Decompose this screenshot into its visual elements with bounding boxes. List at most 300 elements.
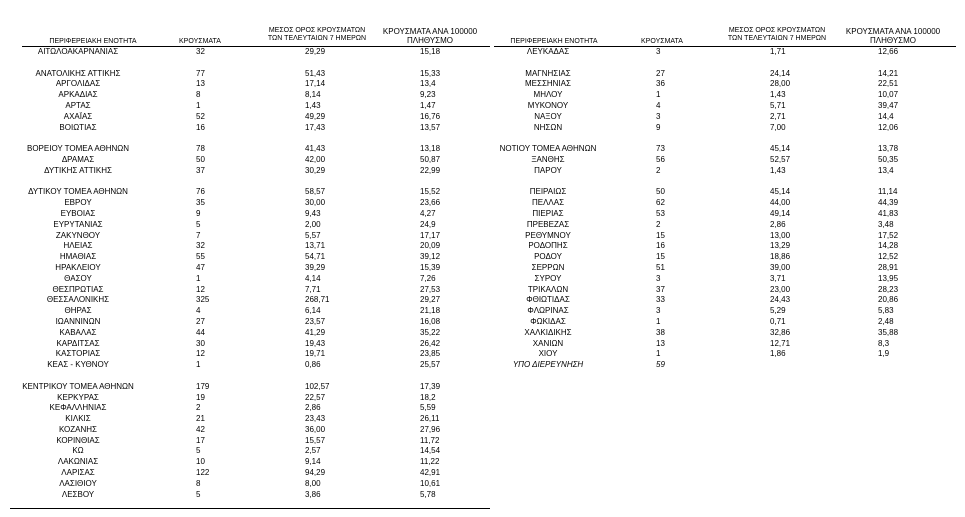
right-cases-cell: 37 — [656, 284, 665, 294]
left-cases-cell: 37 — [196, 165, 205, 175]
right-region-cell: ΡΟΔΟΠΗΣ — [528, 241, 568, 251]
right-avg7-cell: 13,29 — [770, 241, 791, 251]
right-cases-cell: 53 — [656, 208, 665, 218]
right-region-cell: ΜΑΓΝΗΣΙΑΣ — [525, 68, 571, 78]
left-region-cell: ΚΟΡΙΝΘΙΑΣ — [56, 435, 100, 445]
left-region-cell — [18, 371, 138, 382]
left-region-cell: ΚΑΣΤΟΡΙΑΣ — [55, 349, 101, 359]
left-region-cell — [18, 133, 138, 144]
right-avg7-cell: 0,71 — [770, 316, 786, 326]
left-region-cell: ΚΟΖΑΝΗΣ — [58, 424, 98, 434]
right-per100k-cell: 12,06 — [878, 122, 899, 132]
left-avg7-cell — [305, 177, 355, 188]
left-avg7-cell: 94,29 — [305, 468, 326, 478]
right-per100k-cell: 13,95 — [878, 273, 899, 283]
left-region-cell: ΚΙΛΚΙΣ — [65, 414, 91, 424]
left-avg7-cell: 17,14 — [305, 79, 326, 89]
left-region-cell: ΒΟΡΕΙΟΥ ΤΟΜΕΑ ΑΘΗΝΩΝ — [26, 144, 130, 154]
left-region-cell — [18, 58, 138, 69]
left-cases-cell: 44 — [196, 327, 205, 337]
right-header-region: ΠΕΡΙΦΕΡΕΙΑΚΗ ΕΝΟΤΗΤΑ — [510, 38, 598, 45]
left-region-cell: ΚΕΑΣ - ΚΥΘΝΟΥ — [47, 360, 109, 370]
right-avg7-cell: 3,71 — [770, 273, 786, 283]
right-per100k-cell: 3,48 — [878, 219, 894, 229]
left-avg7-cell: 3,86 — [305, 489, 321, 499]
left-avg7-cell: 0,86 — [305, 360, 321, 370]
left-cases-cell: 1 — [196, 360, 201, 370]
left-region-cell: ΙΩΑΝΝΙΝΩΝ — [55, 316, 101, 326]
right-avg7-cell: 7,00 — [770, 122, 786, 132]
left-avg7-cell: 8,00 — [305, 478, 321, 488]
left-per100k-cell: 18,2 — [420, 392, 436, 402]
right-region-cell: ΝΟΤΙΟΥ ΤΟΜΕΑ ΑΘΗΝΩΝ — [499, 144, 597, 154]
left-avg7-cell: 17,43 — [305, 122, 326, 132]
left-region-cell: ΑΧΑΪΑΣ — [63, 111, 93, 121]
right-per100k-cell: 10,07 — [878, 90, 899, 100]
left-cases-cell — [196, 177, 236, 188]
left-per100k-cell: 13,4 — [420, 79, 436, 89]
left-region-cell: ΔΡΑΜΑΣ — [61, 154, 95, 164]
right-avg7-cell: 45,14 — [770, 144, 791, 154]
left-avg7-cell: 41,43 — [305, 144, 326, 154]
right-region-cell: ΣΥΡΟΥ — [534, 273, 562, 283]
right-region-cell: ΧΑΝΙΩΝ — [532, 338, 564, 348]
right-avg7-cell: 28,00 — [770, 79, 791, 89]
right-region-cell — [478, 133, 618, 144]
left-per100k-cell: 13,18 — [420, 144, 441, 154]
right-avg7-cell: 49,14 — [770, 208, 791, 218]
left-avg7-cell — [305, 371, 355, 382]
left-region-cell: ΘΕΣΠΡΩΤΙΑΣ — [52, 284, 104, 294]
right-avg7-cell: 13,00 — [770, 230, 791, 240]
left-avg7-cell: 36,00 — [305, 424, 326, 434]
right-avg7-cell — [770, 133, 820, 144]
right-cases-cell — [656, 58, 696, 69]
right-region-cell: ΡΟΔΟΥ — [534, 252, 562, 262]
right-avg7-cell: 44,00 — [770, 198, 791, 208]
right-avg7-cell — [770, 58, 820, 69]
left-per100k-cell: 15,18 — [420, 47, 441, 56]
left-region-cell: ΔΥΤΙΚΟΥ ΤΟΜΕΑ ΑΘΗΝΩΝ — [28, 187, 128, 197]
right-region-cell: ΦΘΙΩΤΙΔΑΣ — [526, 295, 570, 305]
left-cases-cell: 78 — [196, 144, 205, 154]
left-region-cell: ΚΑΡΔΙΤΣΑΣ — [56, 338, 100, 348]
right-cases-cell: 4 — [656, 100, 661, 110]
left-avg7-cell: 23,57 — [305, 316, 326, 326]
right-region-cell: ΝΑΞΟΥ — [534, 111, 562, 121]
right-region-cell: ΠΡΕΒΕΖΑΣ — [526, 219, 570, 229]
left-avg7-cell: 2,57 — [305, 446, 321, 456]
right-avg7-cell: 2,71 — [770, 111, 786, 121]
right-avg7-cell: 1,71 — [770, 47, 786, 56]
right-header-cases: ΚΡΟΥΣΜΑΤΑ — [641, 38, 683, 45]
left-cases-cell — [196, 58, 236, 69]
right-per100k-column — [878, 47, 928, 371]
left-avg7-cell: 23,43 — [305, 414, 326, 424]
right-avg7-cell: 52,57 — [770, 154, 791, 164]
left-region-cell: ΛΕΣΒΟΥ — [61, 489, 95, 499]
left-per100k-cell: 23,66 — [420, 198, 441, 208]
right-region-cell: ΠΙΕΡΙΑΣ — [532, 208, 564, 218]
left-cases-cell: 1 — [196, 273, 201, 283]
left-avg7-cell: 19,71 — [305, 349, 326, 359]
left-cases-cell: 77 — [196, 68, 205, 78]
left-cases-cell: 5 — [196, 489, 201, 499]
left-per100k-cell: 4,27 — [420, 208, 436, 218]
left-per100k-cell: 20,09 — [420, 241, 441, 251]
right-per100k-cell: 8,3 — [878, 338, 890, 348]
right-per100k-cell: 5,83 — [878, 306, 894, 316]
left-region-cell: ΛΑΣΙΘΙΟΥ — [59, 478, 97, 488]
left-avg7-cell — [305, 133, 355, 144]
left-region-cell: ΕΒΡΟΥ — [64, 198, 92, 208]
left-region-cell: ΗΛΕΙΑΣ — [63, 241, 93, 251]
right-region-cell: ΧΑΛΚΙΔΙΚΗΣ — [524, 327, 572, 337]
left-region-cell: ΕΥΒΟΙΑΣ — [60, 208, 96, 218]
left-avg7-cell: 29,29 — [305, 47, 326, 56]
right-region-column — [478, 47, 618, 371]
left-per100k-cell: 9,23 — [420, 90, 436, 100]
left-per100k-cell: 7,26 — [420, 273, 436, 283]
right-avg7-cell: 23,00 — [770, 284, 791, 294]
right-cases-cell: 3 — [656, 306, 661, 316]
left-avg7-cell: 9,14 — [305, 457, 321, 467]
left-cases-cell: 16 — [196, 122, 205, 132]
right-per100k-cell: 13,78 — [878, 144, 899, 154]
left-region-cell: ΛΑΚΩΝΙΑΣ — [57, 457, 99, 467]
left-region-cell: ΚΕΡΚΥΡΑΣ — [57, 392, 99, 402]
left-region-cell: ΗΜΑΘΙΑΣ — [59, 252, 97, 262]
left-avg7-cell: 15,57 — [305, 435, 326, 445]
right-per100k-cell: 14,21 — [878, 68, 899, 78]
right-region-cell — [478, 58, 618, 69]
left-avg7-cell: 5,57 — [305, 230, 321, 240]
left-per100k-cell: 11,72 — [420, 435, 440, 445]
right-cases-cell: 56 — [656, 154, 665, 164]
right-per100k-cell: 14,28 — [878, 241, 899, 251]
right-cases-cell: 15 — [656, 252, 665, 262]
right-avg7-cell: 24,14 — [770, 68, 791, 78]
right-per100k-cell — [878, 360, 928, 371]
left-avg7-cell: 8,14 — [305, 90, 321, 100]
right-region-cell: ΡΕΘΥΜΝΟΥ — [525, 230, 571, 240]
left-avg7-cell: 41,29 — [305, 327, 326, 337]
left-region-cell: ΑΡΤΑΣ — [65, 100, 91, 110]
left-cases-cell: 325 — [196, 295, 210, 305]
right-cases-cell: 1 — [656, 90, 661, 100]
right-per100k-cell: 39,47 — [878, 100, 899, 110]
right-per100k-cell: 41,83 — [878, 208, 899, 218]
left-region-column — [18, 47, 138, 500]
left-cases-cell: 27 — [196, 316, 205, 326]
left-region-cell: ΚΕΦΑΛΛΗΝΙΑΣ — [49, 403, 107, 413]
left-per100k-cell — [420, 133, 470, 144]
right-per100k-cell: 28,91 — [878, 262, 899, 272]
right-region-cell: ΧΙΟΥ — [538, 349, 558, 359]
right-cases-cell: 1 — [656, 316, 661, 326]
left-region-cell: ΑΡΚΑΔΙΑΣ — [58, 90, 98, 100]
left-per100k-cell: 5,78 — [420, 489, 436, 499]
left-header-per100k: ΚΡΟΥΣΜΑΤΑ ΑΝΑ 100000 ΠΛΗΘΥΣΜΟ — [382, 27, 478, 45]
left-per100k-cell: 15,33 — [420, 68, 441, 78]
left-region-cell: ΚΕΝΤΡΙΚΟΥ ΤΟΜΕΑ ΑΘΗΝΩΝ — [22, 381, 134, 391]
right-region-cell: ΜΗΛΟΥ — [533, 90, 563, 100]
left-region-cell: ΑΝΑΤΟΛΙΚΗΣ ΑΤΤΙΚΗΣ — [35, 68, 121, 78]
left-avg7-column — [305, 47, 355, 500]
right-cases-cell: 2 — [656, 165, 661, 175]
left-region-cell: ΚΑΒΑΛΑΣ — [59, 327, 97, 337]
left-avg7-cell: 22,57 — [305, 392, 326, 402]
right-per100k-cell: 2,48 — [878, 316, 894, 326]
left-per100k-cell: 13,57 — [420, 122, 441, 132]
left-cases-cell: 19 — [196, 392, 205, 402]
right-region-cell: ΥΠΟ ΔΙΕΡΕΥΝΗΣΗ — [512, 360, 584, 370]
right-cases-cell: 9 — [656, 122, 661, 132]
right-region-cell: ΠΑΡΟΥ — [534, 165, 562, 175]
left-cases-cell: 47 — [196, 262, 205, 272]
right-region-cell — [478, 177, 618, 188]
right-avg7-cell: 5,29 — [770, 306, 786, 316]
left-per100k-cell: 29,27 — [420, 295, 441, 305]
left-per100k-cell: 11,22 — [420, 457, 440, 467]
right-header-per100k: ΚΡΟΥΣΜΑΤΑ ΑΝΑ 100000 ΠΛΗΘΥΣΜΟ — [845, 27, 941, 45]
left-cases-cell: 179 — [196, 381, 210, 391]
left-per100k-cell: 22,99 — [420, 165, 441, 175]
left-avg7-cell: 42,00 — [305, 154, 326, 164]
left-cases-cell: 30 — [196, 338, 205, 348]
left-region-cell: ΑΡΓΟΛΙΔΑΣ — [55, 79, 101, 89]
left-cases-column — [196, 47, 236, 500]
left-cases-cell: 13 — [196, 79, 205, 89]
left-per100k-cell: 26,42 — [420, 338, 441, 348]
left-avg7-cell: 2,00 — [305, 219, 321, 229]
left-per100k-cell: 1,47 — [420, 100, 436, 110]
right-per100k-cell: 35,88 — [878, 327, 899, 337]
left-cases-cell: 12 — [196, 349, 205, 359]
right-cases-cell: 2 — [656, 219, 661, 229]
left-cases-cell: 12 — [196, 284, 205, 294]
left-avg7-cell: 2,86 — [305, 403, 321, 413]
right-per100k-cell: 28,23 — [878, 284, 899, 294]
left-region-cell: ΛΑΡΙΣΑΣ — [61, 468, 95, 478]
left-per100k-cell: 16,76 — [420, 111, 441, 121]
left-cases-cell: 17 — [196, 435, 205, 445]
left-region-cell: ΔΥΤΙΚΗΣ ΑΤΤΙΚΗΣ — [44, 165, 112, 175]
left-avg7-cell: 30,29 — [305, 165, 326, 175]
right-cases-cell: 51 — [656, 262, 665, 272]
left-cases-cell: 21 — [196, 414, 205, 424]
left-region-cell: ΒΟΙΩΤΙΑΣ — [59, 122, 97, 132]
left-per100k-cell: 15,52 — [420, 187, 441, 197]
left-per100k-cell: 35,22 — [420, 327, 441, 337]
right-per100k-cell: 13,4 — [878, 165, 894, 175]
left-avg7-cell: 49,29 — [305, 111, 326, 121]
right-header-avg7: ΜΕΣΟΣ ΟΡΟΣ ΚΡΟΥΣΜΑΤΩΝ ΤΩΝ ΤΕΛΕΥΤΑΙΩΝ 7 ΗΜΕΡΩΝ — [727, 27, 827, 42]
left-cases-cell: 2 — [196, 403, 201, 413]
left-per100k-cell: 16,08 — [420, 316, 441, 326]
left-region-cell — [18, 177, 138, 188]
left-region-cell: ΖΑΚΥΝΘΟΥ — [55, 230, 101, 240]
left-per100k-cell: 10,61 — [420, 478, 441, 488]
right-cases-cell — [656, 133, 696, 144]
right-per100k-cell: 50,35 — [878, 154, 899, 164]
right-region-cell: ΣΕΡΡΩΝ — [531, 262, 565, 272]
left-per100k-cell: 26,11 — [420, 414, 440, 424]
right-cases-cell: 27 — [656, 68, 665, 78]
left-region-cell: ΕΥΡΥΤΑΝΙΑΣ — [53, 219, 103, 229]
right-per100k-cell: 12,52 — [878, 252, 899, 262]
right-region-cell: ΤΡΙΚΑΛΩΝ — [527, 284, 569, 294]
right-region-cell: ΜΥΚΟΝΟΥ — [527, 100, 569, 110]
left-avg7-cell: 6,14 — [305, 306, 321, 316]
left-cases-cell: 35 — [196, 198, 205, 208]
left-header-cases: ΚΡΟΥΣΜΑΤΑ — [179, 38, 221, 45]
right-region-cell: ΜΕΣΣΗΝΙΑΣ — [525, 79, 571, 89]
left-per100k-cell: 25,57 — [420, 360, 441, 370]
left-cases-cell: 8 — [196, 90, 201, 100]
left-cases-cell: 76 — [196, 187, 205, 197]
right-avg7-cell — [770, 360, 820, 371]
left-avg7-cell: 51,43 — [305, 68, 326, 78]
left-avg7-cell: 19,43 — [305, 338, 326, 348]
right-per100k-cell — [878, 133, 928, 144]
left-cases-cell: 10 — [196, 457, 205, 467]
left-cases-cell: 5 — [196, 219, 201, 229]
right-avg7-cell: 39,00 — [770, 262, 791, 272]
left-cases-cell — [196, 133, 236, 144]
left-header-avg7: ΜΕΣΟΣ ΟΡΟΣ ΚΡΟΥΣΜΑΤΩΝ ΤΩΝ ΤΕΛΕΥΤΑΙΩΝ 7 ΗΜΕΡΩΝ — [267, 27, 367, 42]
left-avg7-cell: 102,57 — [305, 381, 330, 391]
left-avg7-cell: 30,00 — [305, 198, 326, 208]
left-avg7-cell: 4,14 — [305, 273, 321, 283]
right-cases-cell: 59 — [656, 360, 665, 370]
right-per100k-cell: 44,39 — [878, 198, 899, 208]
left-cases-cell: 7 — [196, 230, 201, 240]
left-per100k-cell: 50,87 — [420, 154, 441, 164]
left-per100k-cell: 15,39 — [420, 262, 441, 272]
right-cases-cell — [656, 177, 696, 188]
right-region-cell: ΠΕΛΛΑΣ — [531, 198, 565, 208]
left-per100k-cell: 23,85 — [420, 349, 441, 359]
right-region-cell: ΛΕΥΚΑΔΑΣ — [526, 47, 570, 56]
left-cases-cell: 4 — [196, 306, 201, 316]
right-cases-cell: 38 — [656, 327, 665, 337]
right-region-cell: ΞΑΝΘΗΣ — [531, 154, 565, 164]
left-region-cell: ΑΙΤΩΛΟΑΚΑΡΝΑΝΙΑΣ — [37, 47, 119, 56]
left-per100k-column — [420, 47, 470, 500]
right-cases-column — [656, 47, 696, 371]
right-avg7-cell: 12,71 — [770, 338, 791, 348]
right-per100k-cell: 12,66 — [878, 47, 899, 56]
left-cases-cell — [196, 371, 236, 382]
left-per100k-cell — [420, 177, 470, 188]
right-avg7-cell: 32,86 — [770, 327, 791, 337]
left-avg7-cell: 9,43 — [305, 208, 321, 218]
right-per100k-cell: 11,14 — [878, 187, 898, 197]
right-cases-cell: 50 — [656, 187, 665, 197]
left-avg7-cell: 1,43 — [305, 100, 321, 110]
right-cases-cell: 73 — [656, 144, 665, 154]
left-cases-cell: 5 — [196, 446, 201, 456]
left-region-cell: ΘΗΡΑΣ — [64, 306, 92, 316]
right-avg7-column — [770, 47, 820, 371]
left-per100k-cell: 14,54 — [420, 446, 441, 456]
left-per100k-cell: 5,59 — [420, 403, 436, 413]
left-cases-cell: 55 — [196, 252, 205, 262]
right-per100k-cell — [878, 58, 928, 69]
right-cases-cell: 62 — [656, 198, 665, 208]
left-per100k-cell: 27,53 — [420, 284, 441, 294]
left-region-cell: ΘΑΣΟΥ — [64, 273, 92, 283]
left-cases-cell: 8 — [196, 478, 201, 488]
left-cases-cell: 50 — [196, 154, 205, 164]
left-bottom-rule — [10, 508, 490, 509]
left-region-cell: ΚΩ — [72, 446, 84, 456]
left-per100k-cell: 17,39 — [420, 381, 441, 391]
right-region-cell: ΝΗΣΩΝ — [533, 122, 563, 132]
left-cases-cell: 32 — [196, 47, 205, 56]
right-avg7-cell: 2,86 — [770, 219, 786, 229]
left-cases-cell: 42 — [196, 424, 205, 434]
right-cases-cell: 3 — [656, 111, 661, 121]
right-cases-cell: 3 — [656, 273, 661, 283]
right-per100k-cell: 1,9 — [878, 349, 890, 359]
right-avg7-cell: 45,14 — [770, 187, 791, 197]
right-per100k-cell — [878, 177, 928, 188]
left-cases-cell: 52 — [196, 111, 205, 121]
right-avg7-cell: 1,43 — [770, 165, 786, 175]
left-per100k-cell: 39,12 — [420, 252, 441, 262]
left-avg7-cell: 39,29 — [305, 262, 326, 272]
right-region-cell: ΦΩΚΙΔΑΣ — [530, 316, 566, 326]
right-cases-cell: 36 — [656, 79, 665, 89]
left-avg7-cell: 7,71 — [305, 284, 321, 294]
right-avg7-cell: 1,43 — [770, 90, 786, 100]
right-avg7-cell: 18,86 — [770, 252, 791, 262]
right-per100k-cell: 14,4 — [878, 111, 894, 121]
left-cases-cell: 122 — [196, 468, 210, 478]
right-region-cell: ΠΕΙΡΑΙΩΣ — [529, 187, 567, 197]
left-per100k-cell: 24,9 — [420, 219, 436, 229]
right-cases-cell: 15 — [656, 230, 665, 240]
left-per100k-cell: 17,17 — [420, 230, 441, 240]
right-per100k-cell: 17,52 — [878, 230, 899, 240]
right-cases-cell: 3 — [656, 47, 661, 56]
left-header-region: ΠΕΡΙΦΕΡΕΙΑΚΗ ΕΝΟΤΗΤΑ — [49, 38, 137, 45]
right-cases-cell: 1 — [656, 349, 661, 359]
left-avg7-cell: 58,57 — [305, 187, 326, 197]
left-avg7-cell — [305, 58, 355, 69]
left-cases-cell: 9 — [196, 208, 201, 218]
left-per100k-cell — [420, 58, 470, 69]
left-region-cell: ΘΕΣΣΑΛΟΝΙΚΗΣ — [46, 295, 110, 305]
left-per100k-cell — [420, 371, 470, 382]
left-per100k-cell: 27,96 — [420, 424, 441, 434]
right-cases-cell: 33 — [656, 295, 665, 305]
left-avg7-cell: 54,71 — [305, 252, 326, 262]
left-region-cell: ΗΡΑΚΛΕΙΟΥ — [55, 262, 101, 272]
right-avg7-cell: 5,71 — [770, 100, 786, 110]
right-cases-cell: 13 — [656, 338, 665, 348]
left-cases-cell: 32 — [196, 241, 205, 251]
left-per100k-cell: 21,18 — [420, 306, 441, 316]
left-avg7-cell: 13,71 — [305, 241, 326, 251]
right-cases-cell: 16 — [656, 241, 665, 251]
right-avg7-cell: 24,43 — [770, 295, 791, 305]
left-cases-cell: 1 — [196, 100, 201, 110]
left-avg7-cell: 268,71 — [305, 295, 330, 305]
right-avg7-cell: 1,86 — [770, 349, 786, 359]
